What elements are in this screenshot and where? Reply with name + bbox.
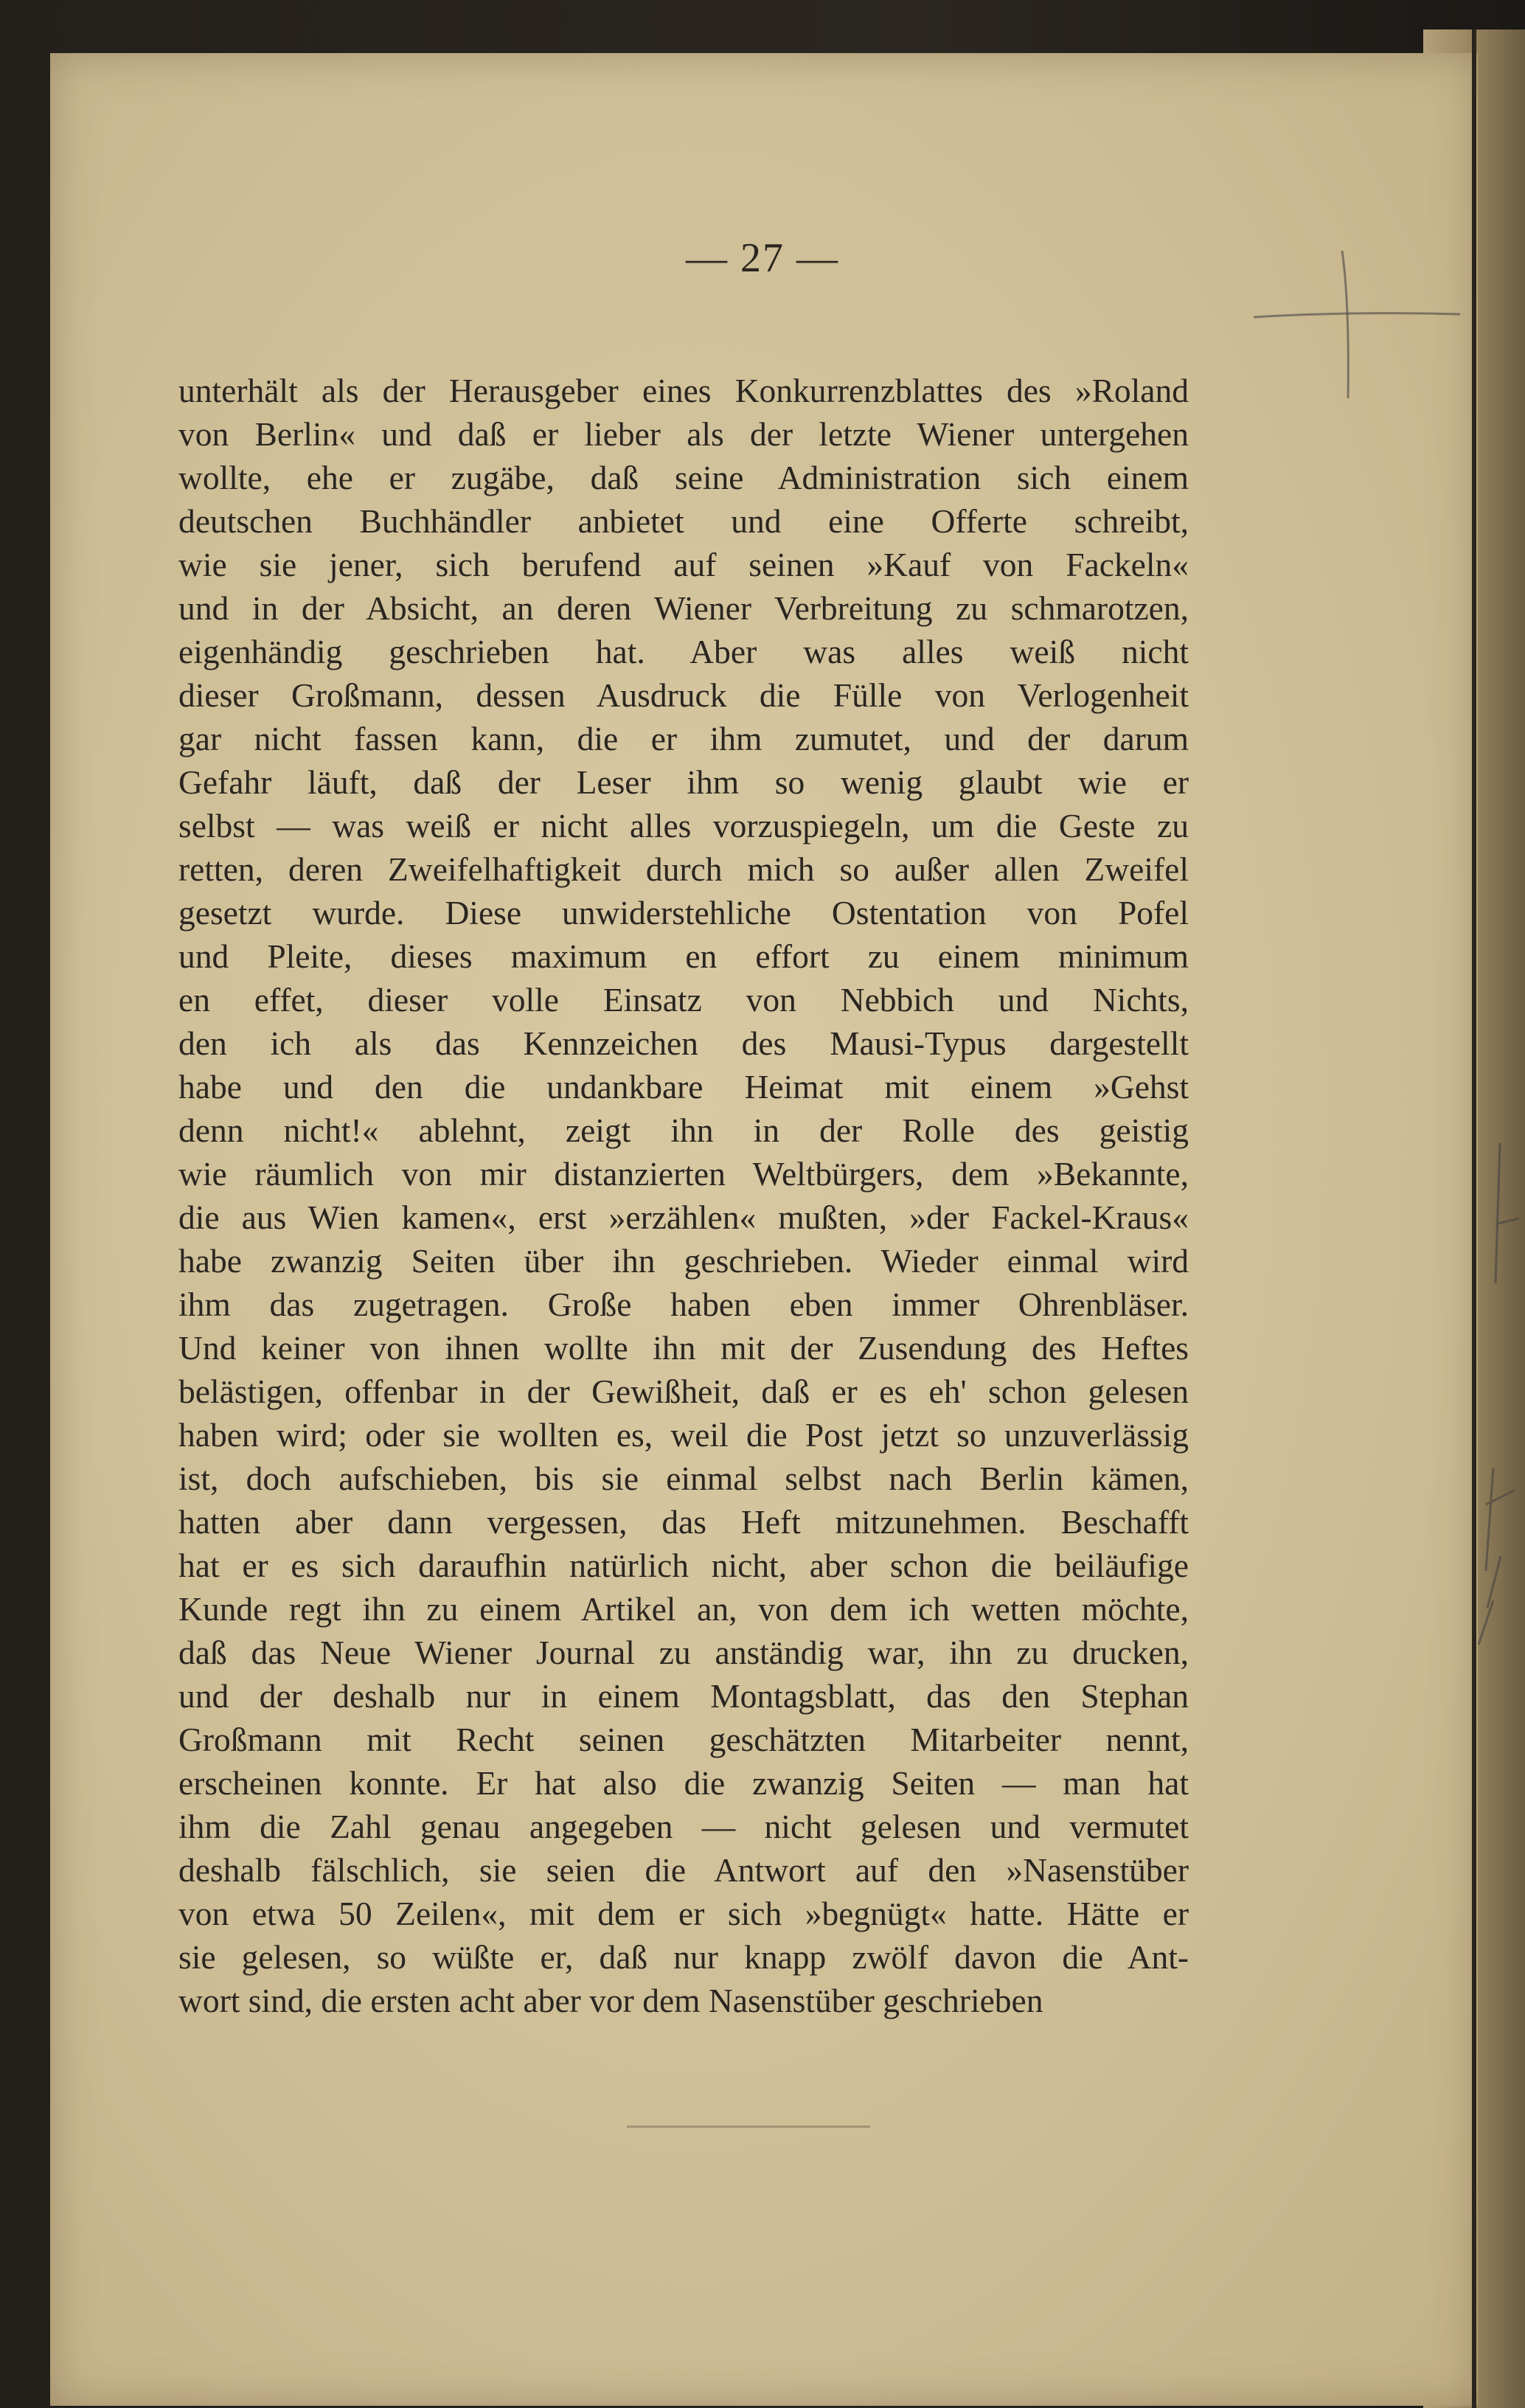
page-number: — 27 —	[686, 235, 839, 281]
text-line: wollte, ehe er zugäbe, daß seine Administration sich einem	[178, 459, 1189, 496]
text-line: von etwa 50 Zeilen«, mit dem er sich »begnügt« hatte. Hätte er	[178, 1895, 1189, 1932]
text-line: deshalb fälschlich, sie seien die Antwort auf den »Nasenstüber	[178, 1851, 1189, 1889]
text-line: eigenhändig geschrieben hat. Aber was alles weiß nicht	[178, 633, 1189, 670]
text-line: den ich als das Kennzeichen des Mausi-Typus dargestellt	[178, 1024, 1189, 1062]
text-line: sie gelesen, so wüßte er, daß nur knapp zwölf davon die Ant-	[178, 1938, 1189, 1976]
faint-bottom-rule	[627, 2126, 870, 2128]
text-line: habe zwanzig Seiten über ihn geschrieben. Wieder einmal wird	[178, 1242, 1189, 1280]
text-line: deutschen Buchhändler anbietet und eine Offerte schreibt,	[178, 502, 1189, 540]
text-line: retten, deren Zweifelhaftigkeit durch mich so außer allen Zweifel	[178, 850, 1189, 888]
text-line: Kunde regt ihn zu einem Artikel an, von dem ich wetten möchte,	[178, 1590, 1189, 1628]
text-line: belästigen, offenbar in der Gewißheit, daß er es eh' schon gelesen	[178, 1373, 1189, 1410]
text-line: wie sie jener, sich berufend auf seinen »Kauf von Fackeln«	[178, 546, 1189, 583]
text-line: wie räumlich von mir distanzierten Weltbürgers, dem »Bekannte,	[178, 1155, 1189, 1193]
text-line: ihm das zugetragen. Große haben eben immer Ohrenbläser.	[178, 1285, 1189, 1323]
text-line: und Pleite, dieses maximum en effort zu einem minimum	[178, 937, 1189, 975]
text-line: daß das Neue Wiener Journal zu anständig war, ihn zu drucken,	[178, 1634, 1189, 1671]
text-line: denn nicht!« ablehnt, zeigt ihn in der Rolle des geistig	[178, 1111, 1189, 1149]
text-line: die aus Wien kamen«, erst »erzählen« mußten, »der Fackel-Kraus«	[178, 1198, 1189, 1236]
text-line: haben wird; oder sie wollten es, weil die Post jetzt so unzuverlässig	[178, 1416, 1189, 1454]
text-line: unterhält als der Herausgeber eines Konkurrenzblattes des »Roland	[178, 372, 1189, 409]
text-line: und in der Absicht, an deren Wiener Verbreitung zu schmarotzen,	[178, 589, 1189, 627]
text-line: Großmann mit Recht seinen geschätzten Mitarbeiter nennt,	[178, 1721, 1189, 1758]
text-line: gar nicht fassen kann, die er ihm zumutet, und der darum	[178, 720, 1189, 757]
text-line: selbst — was weiß er nicht alles vorzuspiegeln, um die Geste zu	[178, 807, 1189, 844]
text-line: und der deshalb nur in einem Montagsblatt, das den Stephan	[178, 1677, 1189, 1715]
text-line: wort sind, die ersten acht aber vor dem Nasenstüber geschrieben	[178, 1982, 1043, 2019]
text-line: habe und den die undankbare Heimat mit einem »Gehst	[178, 1068, 1189, 1106]
text-line: Und keiner von ihnen wollte ihn mit der Zusendung des Heftes	[178, 1329, 1189, 1367]
text-line: hat er es sich daraufhin natürlich nicht, aber schon die beiläufige	[178, 1547, 1189, 1584]
binding-gutter	[1472, 30, 1476, 2408]
text-line: ihm die Zahl genau angegeben — nicht gelesen und vermutet	[178, 1808, 1189, 1845]
text-line: ist, doch aufschieben, bis sie einmal selbst nach Berlin kämen,	[178, 1460, 1189, 1497]
text-line: von Berlin« und daß er lieber als der letzte Wiener untergehen	[178, 415, 1189, 453]
text-line: hatten aber dann vergessen, das Heft mitzunehmen. Beschafft	[178, 1503, 1189, 1541]
text-line: gesetzt wurde. Diese unwiderstehliche Ostentation von Pofel	[178, 894, 1189, 931]
body-text	[178, 369, 1189, 2022]
text-line: en effet, dieser volle Einsatz von Nebbich und Nichts,	[178, 981, 1189, 1019]
text-line: dieser Großmann, dessen Ausdruck die Fülle von Verlogenheit	[178, 676, 1189, 714]
text-line: Gefahr läuft, daß der Leser ihm so wenig glaubt wie er	[178, 763, 1189, 801]
text-line: erscheinen konnte. Er hat also die zwanzig Seiten — man hat	[178, 1764, 1189, 1802]
